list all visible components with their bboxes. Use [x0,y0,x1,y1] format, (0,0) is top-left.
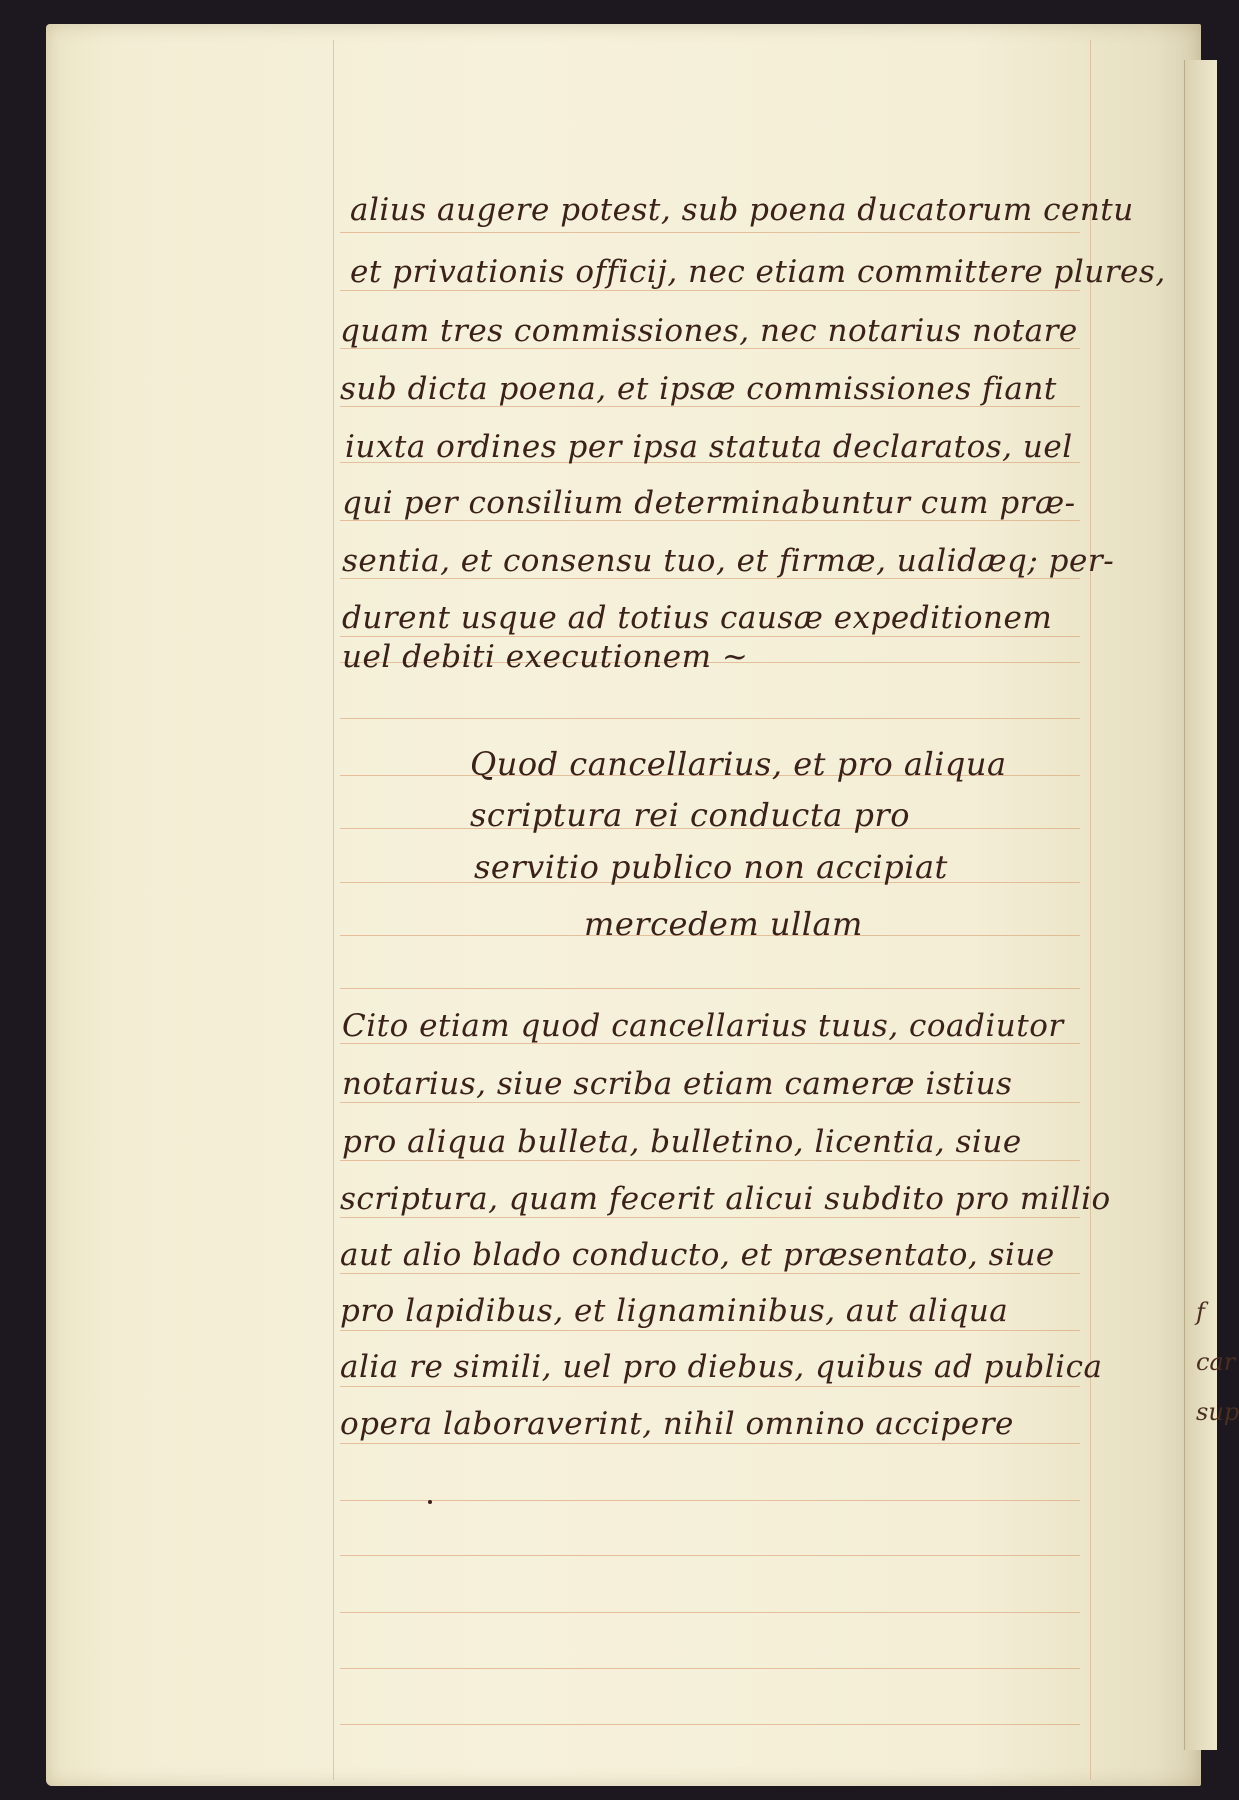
text-line: iuxta ordines per ipsa statuta declaratos, uel [345,429,1073,465]
rubric-line: scriptura rei conducta pro [470,796,910,834]
rubric-line: servitio publico non accipiat [474,848,948,886]
ruling-line [340,1330,1080,1331]
text-line: aut alio blado conducto, et præsentato, siue [340,1237,1055,1273]
ruling-line [340,1443,1080,1444]
right-margin-rule [1090,40,1091,1780]
margin-fragment: f [1196,1298,1205,1326]
text-line: pro lapidibus, et lignaminibus, aut aliqua [340,1293,1009,1329]
ruling-line [340,636,1080,637]
text-line: quam tres commissiones, nec notarius notare [340,313,1078,349]
ruling-line [340,1102,1080,1103]
ruling-line [340,1724,1080,1725]
text-line: sub dicta poena, et ipsæ commissiones fiant [340,371,1057,407]
ruling-line [340,232,1080,233]
text-line: notarius, siue scriba etiam cameræ istius [342,1066,1013,1102]
ruling-line [340,1612,1080,1613]
text-line: et privationis officij, nec etiam committere plures, [350,254,1166,290]
rubric-line: Quod cancellarius, et pro aliqua [470,745,1007,783]
ruling-line [340,1160,1080,1161]
ruling-line [340,988,1080,989]
margin-fragment: car [1196,1348,1236,1376]
text-line: scriptura, quam fecerit alicui subdito pro millio [340,1181,1111,1217]
ruling-line [340,1500,1080,1501]
text-line: opera laboraverint, nihil omnino accipere [340,1406,1014,1442]
rubric-line: mercedem ullam [584,905,863,943]
ink-dot [428,1500,432,1504]
ruling-line [340,718,1080,719]
text-line: uel debiti executionem ~ [342,639,749,675]
ruling-line [340,1555,1080,1556]
text-line: pro aliqua bulleta, bulletino, licentia, siue [342,1124,1022,1160]
ruling-line [340,290,1080,291]
ruling-line [340,1273,1080,1274]
text-line: qui per consilium determinabuntur cum præ- [342,485,1076,521]
ruling-line [340,1217,1080,1218]
ruling-line [340,1668,1080,1669]
text-line: durent usque ad totius causæ expeditionem [342,600,1053,636]
text-line: alia re simili, uel pro diebus, quibus ad publica [340,1349,1103,1385]
margin-fragment: sup [1196,1398,1239,1426]
text-line: sentia, et consensu tuo, et firmæ, ualidæq; per- [342,543,1115,579]
text-line: Cito etiam quod cancellarius tuus, coadiutor [342,1008,1064,1044]
ruling-line [340,1386,1080,1387]
left-margin-rule [333,40,334,1780]
text-line: alius augere potest, sub poena ducatorum centu [350,192,1134,228]
